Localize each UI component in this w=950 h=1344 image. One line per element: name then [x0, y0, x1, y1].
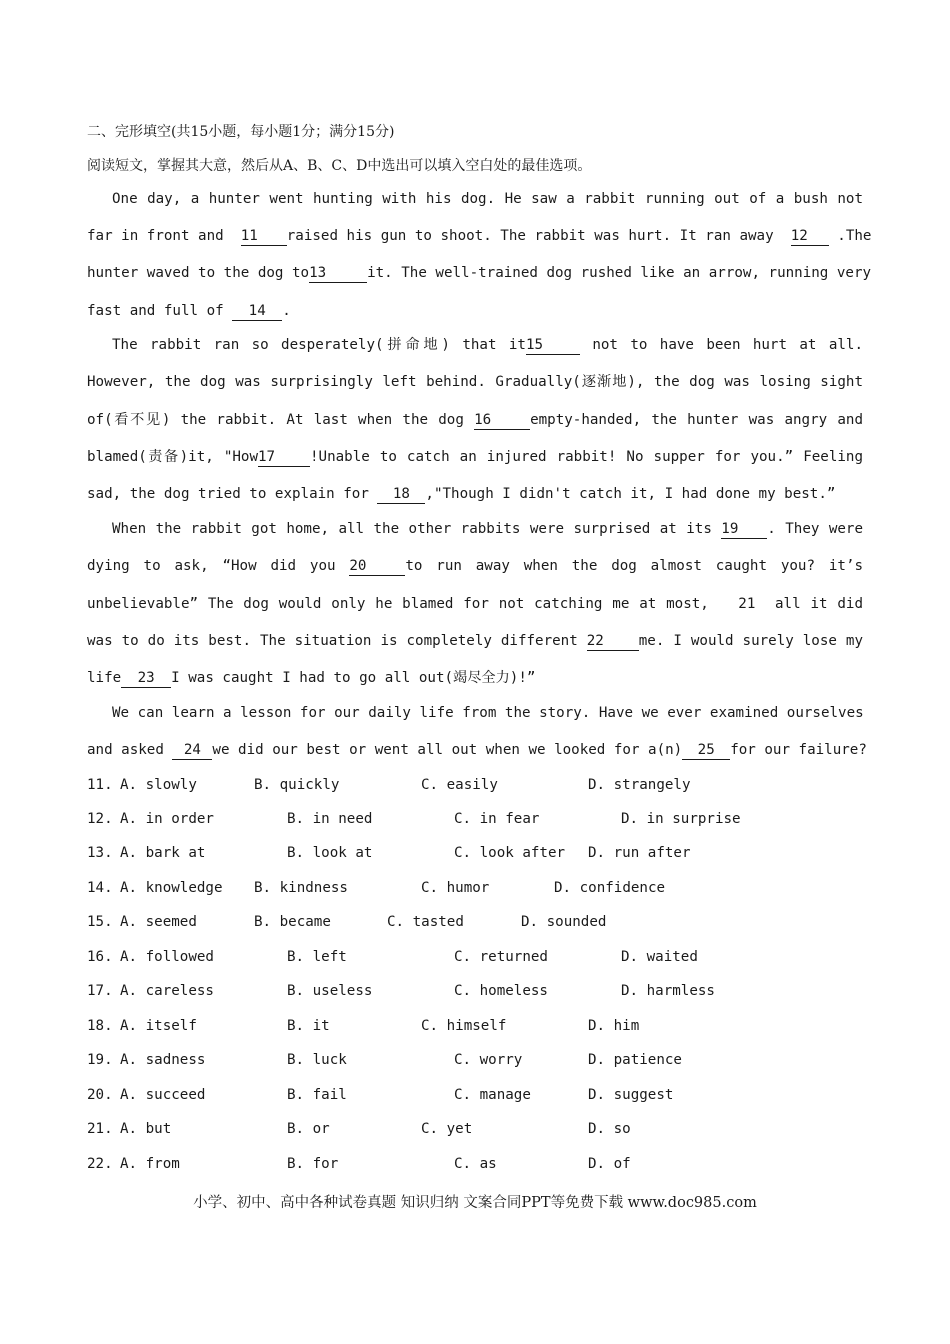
option-c[interactable]: C. yet	[421, 1121, 473, 1137]
option-d[interactable]: D. sounded	[521, 914, 607, 930]
blank-24[interactable]: 24	[172, 742, 212, 760]
option-c[interactable]: C. returned	[454, 949, 548, 965]
passage-line: sad, the dog tried to explain for 18 ,"Though I didn't catch it, I had done my best.”	[87, 486, 836, 502]
option-a[interactable]: A. from	[120, 1156, 180, 1172]
question-number: 18.	[87, 1018, 113, 1034]
option-b[interactable]: B. fail	[287, 1087, 347, 1103]
option-b[interactable]: B. quickly	[254, 777, 340, 793]
blank-12[interactable]: 12	[791, 228, 829, 246]
question-number: 19.	[87, 1052, 113, 1068]
question-number: 20.	[87, 1087, 113, 1103]
blank-14[interactable]: 14	[232, 303, 282, 321]
option-a[interactable]: A. seemed	[120, 914, 197, 930]
option-b[interactable]: B. luck	[287, 1052, 347, 1068]
passage-line: blamed(责备)it, "How17 !Unable to catch an injured rabbit! No supper for you.” Feeling	[87, 449, 863, 465]
footer-download-notice: 小学、初中、高中各种试卷真题 知识归纳 文案合同PPT等免费下载 www.doc985.com	[193, 1195, 757, 1211]
passage-line: However, the dog was surprisingly left behind. Gradually(逐渐地), the dog was losing sight	[87, 374, 863, 390]
question-number: 12.	[87, 811, 113, 827]
question-number: 14.	[87, 880, 113, 896]
option-b[interactable]: B. became	[254, 914, 331, 930]
option-b[interactable]: B. look at	[287, 845, 373, 861]
blank-19[interactable]: 19	[721, 521, 767, 539]
option-a[interactable]: A. slowly	[120, 777, 197, 793]
question-number: 21.	[87, 1121, 113, 1137]
option-b[interactable]: B. in need	[287, 811, 373, 827]
blank-11[interactable]: 11	[241, 228, 287, 246]
blank-20[interactable]: 20	[349, 558, 405, 576]
option-a[interactable]: A. in order	[120, 811, 214, 827]
option-b[interactable]: B. left	[287, 949, 347, 965]
passage-line: fast and full of 14 .	[87, 303, 291, 319]
passage-line: dying to ask, “How did you 20 to run away when the dog almost caught you? it’s	[87, 558, 863, 574]
passage-line: was to do its best. The situation is completely different 22 me. I would surely lose my	[87, 633, 863, 649]
passage-line: We can learn a lesson for our daily life from the story. Have we ever examined ourselves	[112, 705, 864, 721]
option-c[interactable]: C. manage	[454, 1087, 531, 1103]
option-d[interactable]: D. so	[588, 1121, 631, 1137]
question-number: 16.	[87, 949, 113, 965]
passage-line: life 23 I was caught I had to go all out(竭尽全力)!”	[87, 670, 536, 686]
option-c[interactable]: C. worry	[454, 1052, 523, 1068]
option-c[interactable]: C. humor	[421, 880, 490, 896]
option-b[interactable]: B. or	[287, 1121, 330, 1137]
option-d[interactable]: D. suggest	[588, 1087, 674, 1103]
passage-line: and asked 24 we did our best or went all out when we looked for a(n) 25 for our failure?	[87, 742, 867, 758]
option-a[interactable]: A. knowledge	[120, 880, 223, 896]
option-a[interactable]: A. followed	[120, 949, 214, 965]
option-a[interactable]: A. succeed	[120, 1087, 206, 1103]
option-b[interactable]: B. kindness	[254, 880, 348, 896]
question-number: 13.	[87, 845, 113, 861]
option-b[interactable]: B. useless	[287, 983, 373, 999]
option-d[interactable]: D. confidence	[554, 880, 666, 896]
question-number: 22.	[87, 1156, 113, 1172]
blank-25[interactable]: 25	[682, 742, 730, 760]
passage-line: When the rabbit got home, all the other rabbits were surprised at its 19 . They were	[112, 521, 863, 537]
question-number: 17.	[87, 983, 113, 999]
passage-line: hunter waved to the dog to13 it. The well-trained dog rushed like an arrow, running very	[87, 265, 872, 281]
option-a[interactable]: A. bark at	[120, 845, 206, 861]
section-instruction: 阅读短文，掌握其大意，然后从A、B、C、D中选出可以填入空白处的最佳选项。	[87, 158, 592, 174]
option-c[interactable]: C. tasted	[387, 914, 464, 930]
option-c[interactable]: C. easily	[421, 777, 498, 793]
option-c[interactable]: C. himself	[421, 1018, 507, 1034]
passage-line: unbelievable” The dog would only he blamed for not catching me at most, 21 all it did	[87, 596, 863, 612]
passage-line: far in front and 11 raised his gun to shoot. The rabbit was hurt. It ran away 12 .The	[87, 228, 872, 244]
option-a[interactable]: A. careless	[120, 983, 214, 999]
blank-16[interactable]: 16	[474, 412, 530, 430]
passage-line: One day, a hunter went hunting with his dog. He saw a rabbit running out of a bush not	[112, 191, 863, 207]
blank-17[interactable]: 17	[258, 449, 310, 467]
option-d[interactable]: D. patience	[588, 1052, 682, 1068]
section-title: 二、完形填空(共15小题，每小题1分；满分15分)	[87, 124, 395, 140]
passage-line: of(看不见) the rabbit. At last when the dog 16 empty-handed, the hunter was angry and	[87, 412, 863, 428]
question-number: 15.	[87, 914, 113, 930]
option-d[interactable]: D. run after	[588, 845, 691, 861]
option-c[interactable]: C. look after	[454, 845, 566, 861]
option-b[interactable]: B. for	[287, 1156, 339, 1172]
blank-13[interactable]: 13	[309, 265, 367, 283]
option-a[interactable]: A. sadness	[120, 1052, 206, 1068]
option-d[interactable]: D. strangely	[588, 777, 691, 793]
passage-line: The rabbit ran so desperately(拼命地) that it15 not to have been hurt at all.	[112, 337, 864, 353]
option-c[interactable]: C. homeless	[454, 983, 548, 999]
option-a[interactable]: A. itself	[120, 1018, 197, 1034]
option-a[interactable]: A. but	[120, 1121, 172, 1137]
blank-15[interactable]: 15	[526, 337, 580, 355]
blank-18[interactable]: 18	[377, 486, 425, 504]
question-number: 11.	[87, 777, 113, 793]
option-b[interactable]: B. it	[287, 1018, 330, 1034]
option-c[interactable]: C. in fear	[454, 811, 540, 827]
blank-23[interactable]: 23	[121, 670, 171, 688]
option-d[interactable]: D. waited	[621, 949, 698, 965]
option-d[interactable]: D. of	[588, 1156, 631, 1172]
option-d[interactable]: D. in surprise	[621, 811, 741, 827]
blank-22[interactable]: 22	[587, 633, 639, 651]
option-c[interactable]: C. as	[454, 1156, 497, 1172]
option-d[interactable]: D. harmless	[621, 983, 715, 999]
option-d[interactable]: D. him	[588, 1018, 640, 1034]
